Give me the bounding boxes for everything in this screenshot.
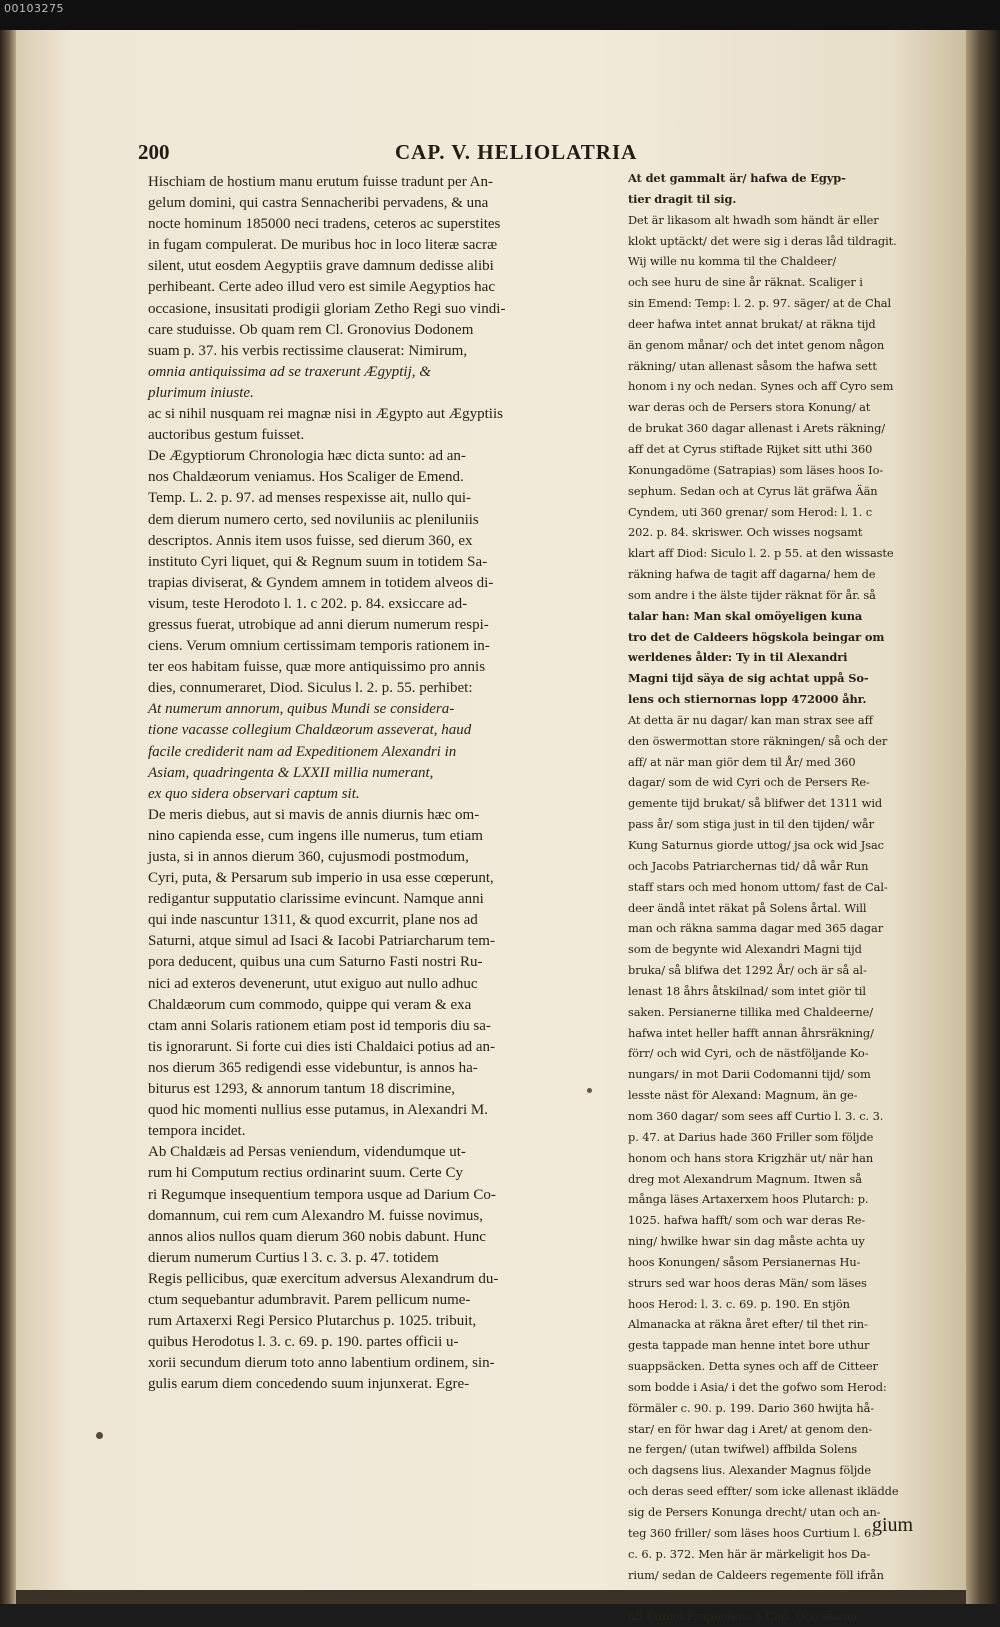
latin-text-line: perhibeant. Certe adeo illud vero est simile Aegyptios hac: [148, 279, 495, 296]
swedish-text-line: lesste näst för Alexand: Magnum, än ge-: [628, 1088, 858, 1103]
latin-text-line: plurimum iniuste.: [148, 384, 254, 401]
swedish-text-line: man och räkna samma dagar med 365 dagar: [628, 921, 884, 936]
swedish-text-line: lenast 18 åhrs åtskilnad/ som intet giör til: [628, 983, 866, 998]
latin-text-line: gulis earum diem concedendo suum injunxerat. Egre-: [148, 1376, 470, 1393]
latin-text-line: omnia antiquissima ad se traxerunt Ægyptij, &: [148, 363, 431, 380]
latin-text-line: nino capienda esse, cum ingens ille numerus, tum etiam: [148, 827, 483, 844]
swedish-text-line: gemente tijd brukat/ så blifwer det 1311 wid: [628, 796, 883, 811]
latin-text-line: silent, utut eosdem Aegyptiis grave damnum dedisse alibi: [148, 258, 494, 275]
latin-text-line: annos alios nullos quam dierum 360 nobis dabunt. Hunc: [148, 1228, 486, 1245]
swedish-text-line: At det gammalt är/ hafwa de Egyp-: [628, 171, 846, 185]
latin-text-line: redigantur supputatio clarissime evincunt. Namque anni: [148, 891, 484, 908]
swedish-text-line: och dagsens lius. Alexander Magnus följde: [628, 1463, 871, 1478]
latin-text-line: gelum domini, qui castra Sennacheribi pervadens, & una: [148, 195, 489, 212]
swedish-text-line: At detta är nu dagar/ kan man strax see aff: [628, 712, 873, 727]
swedish-text-line: ne fergen/ (utan twifwel) affbilda Solens: [628, 1442, 858, 1457]
swedish-text-line: Cyndem, uti 360 grenar/ som Herod: l. 1. c: [628, 504, 873, 519]
swedish-text-line: som de begynte wid Alexandri Magni tijd: [628, 942, 862, 957]
latin-text-line: ri Regumque insequentium tempora usque ad Darium Co-: [148, 1186, 496, 1203]
swedish-text-line: Wij wille nu komma til the Chaldeer/: [628, 254, 837, 269]
latin-text-line: De Ægyptiorum Chronologia hæc dicta sunto: ad an-: [148, 448, 466, 465]
latin-text-line: tis ignorarunt. Si forte cui dies isti Chaldaici potius ad an-: [148, 1038, 496, 1055]
latin-column: [148, 172, 613, 1395]
swedish-text-line: aff det at Cyrus stiftade Rijket sitt uthi 360: [628, 441, 873, 456]
page-number: 200: [138, 140, 170, 164]
latin-text-line: Chaldæorum cum commodo, quippe qui veram & exa: [148, 996, 472, 1013]
swedish-text-line: sin Emend: Temp: l. 2. p. 97. säger/ at de Chal: [628, 296, 892, 311]
latin-text-line: nos Chaldæorum veniamus. Hos Scaliger de Emend.: [148, 469, 464, 486]
latin-text-line: dem dierum numero certo, sed noviluniis ac pleniluniis: [148, 511, 479, 528]
swedish-text-line: förmäler c. 90. p. 199. Dario 360 hwijta hå-: [628, 1400, 875, 1415]
latin-text-line: instituto Cyri liquet, qui & Regnum suum in totidem Sa-: [148, 553, 488, 570]
ink-spot: [96, 1432, 103, 1439]
latin-text-line: pora deducent, quibus una cum Saturno Fasti nostri Ru-: [148, 954, 483, 971]
swedish-text-line: nungars/ in mot Darii Codomanni tijd/ som: [628, 1067, 871, 1082]
swedish-text-line: saken. Persianerne tillika med Chaldeerne/: [628, 1004, 874, 1019]
swedish-text-line: honom i ny och nedan. Synes och aff Cyro sem: [628, 379, 894, 394]
swedish-text-line: och Jacobs Patriarchernas tid/ då wår Run: [628, 858, 869, 873]
latin-text-line: Hischiam de hostium manu erutum fuisse tradunt per An-: [148, 174, 493, 190]
latin-text-line: Asiam, quadringenta & LXXII millia numerant,: [148, 764, 434, 781]
swedish-text-line: gesta tappade man henne intet bore uthur: [628, 1338, 870, 1353]
latin-text-line: rum hi Computum rectius ordinarint suum. Certe Cy: [148, 1165, 463, 1182]
swedish-text-line: tier dragit til sig.: [628, 191, 737, 206]
swedish-text-line: war deras och de Persers stora Konung/ at: [628, 400, 871, 415]
latin-text-line: Ab Chaldæis ad Persas veniendum, videndumque ut-: [148, 1144, 466, 1161]
scan-top-strip: [0, 0, 1000, 30]
swedish-text-line: staff stars och med honom uttom/ fast de Cal-: [628, 879, 888, 894]
swedish-text-line: ning/ hwilke hwar sin dag måste achta uy: [628, 1234, 865, 1249]
swedish-text-line: aff Daniel Prophetens 5 Cap. Och såsom: [628, 1609, 858, 1624]
swedish-text-line: hoos Konungen/ såsom Persianernas Hu-: [628, 1254, 861, 1269]
swedish-text-line: Det är likasom alt hwadh som händt är eller: [628, 212, 879, 227]
swedish-text-line: talar han: Man skal omöyeligen kuna: [628, 608, 863, 623]
latin-text-line: biturus est 1293, & annorum tantum 18 discrimine,: [148, 1081, 456, 1098]
swedish-text-line: Kung Saturnus giorde uttog/ jsa ock wid Jsac: [628, 838, 884, 852]
latin-text-line: domannum, cui rem cum Alexandro M. fuisse novimus,: [148, 1207, 483, 1224]
latin-text-line: Saturni, atque simul ad Isaci & Iacobi Patriarcharum tem-: [148, 933, 495, 950]
swedish-text-line: räkning hafwa de tagit aff dagarna/ hem de: [628, 567, 876, 582]
latin-text-line: xorii secundum dierum toto anno labentium ordinem, sin-: [148, 1355, 495, 1372]
swedish-text-line: tro det de Caldeers högskola beingar om: [628, 629, 885, 644]
swedish-text-line: dagar/ som de wid Cyri och de Persers Re-: [628, 775, 870, 790]
latin-text-line: nici ad exteros devenerunt, utut exiguo aut nullo adhuc: [148, 975, 478, 992]
latin-text-line: gressus fuerat, utrobique ad anni dierum numerum respi-: [148, 616, 489, 633]
latin-text-line: dierum numerum Curtius l 3. c. 3. p. 47. totidem: [148, 1249, 439, 1266]
latin-text-line: care studuisse. Ob quam rem Cl. Gronovius Dodonem: [148, 321, 474, 338]
latin-text-line: justa, si in annos dierum 360, cujusmodi postmodum,: [148, 849, 469, 865]
latin-text-line: descriptos. Annis item usos fuisse, sed dierum 360, ex: [148, 532, 473, 549]
swedish-text-line: nom 360 dagar/ som sees aff Curtio l. 3. c. 3.: [628, 1108, 884, 1123]
latin-text-line: nos dierum 365 redigendi esse videbuntur, is annos ha-: [148, 1059, 478, 1076]
swedish-text-line: honom och hans stora Krigzhär ut/ när han: [628, 1150, 874, 1165]
latin-text-line: facile crediderit nam ad Expeditionem Alexandri in: [148, 743, 457, 760]
swedish-text-line: deer hafwa intet annat brukat/ at räkna tijd: [628, 316, 876, 331]
latin-text-line: occasione, insusitati prodigii gloriam Zetho Regi suo vindi-: [148, 300, 506, 317]
swedish-text-line: aff/ at när man giör dem til År/ med 360: [628, 754, 856, 769]
swedish-text-line: werldenes ålder: Ty in til Alexandri: [628, 650, 848, 665]
latin-text-line: ciens. Verum omnium certissimam temporis rationem in-: [148, 638, 490, 655]
latin-text-line: suam p. 37. his verbis rectissime clauserat: Nimirum,: [148, 342, 468, 359]
swedish-text-line: den öswermottan store räkningen/ så och der: [628, 733, 888, 748]
latin-text-line: auctoribus gestum fuisset.: [148, 427, 305, 444]
binding-left-edge: [0, 30, 16, 1604]
latin-text-line: quod hic momenti nullius esse putamus, in Alexandri M.: [148, 1102, 488, 1119]
swedish-text-line: 1025. hafwa hafft/ som och war deras Re-: [628, 1213, 866, 1228]
latin-text-line: Temp. L. 2. p. 97. ad menses respexisse ait, nullo qui-: [148, 490, 472, 507]
swedish-column: [628, 168, 918, 1627]
latin-text-line: tione vacasse collegium Chaldæorum asseverat, haud: [148, 722, 472, 739]
scan-id: 00103275: [4, 2, 64, 15]
swedish-text-line: de brukat 360 dagar allenast i Arets räkning/: [628, 421, 886, 436]
latin-text-line: ctum sequebantur adumbravit. Parem pellicum nume-: [148, 1291, 471, 1308]
swedish-text-line: strurs sed war hoos deras Män/ som läses: [628, 1275, 867, 1290]
latin-text-line: Cyri, puta, & Persarum sub imperio in usa esse cœperunt,: [148, 870, 494, 887]
swedish-text-line: lens och stiernornas lopp 472000 åhr.: [628, 692, 867, 707]
swedish-text-line: deer ändå intet räkat på Solens årtal. Will: [628, 900, 867, 915]
swedish-text-line: än genom månar/ och det intet genom någon: [628, 337, 885, 352]
latin-text-line: quibus Herodotus l. 3. c. 69. p. 190. partes officii u-: [148, 1334, 459, 1351]
swedish-text-line: sig de Persers Konunga drecht/ utan och an-: [628, 1505, 881, 1519]
latin-text-line: ac si nihil nusquam rei magnæ nisi in Ægypto aut Ægyptiis: [148, 406, 503, 423]
swedish-text-line: Almanacka at räkna året efter/ til thet rin-: [628, 1317, 868, 1332]
latin-text-line: ex quo sidera observari captum sit.: [148, 785, 360, 802]
swedish-text-line: Magni tijd säya de sig achtat uppå So-: [628, 671, 869, 686]
swedish-text-line: Konungadöme (Satrapias) som läses hoos Io-: [628, 462, 884, 477]
latin-text-line: dies, connumeraret, Diod. Siculus l. 2. p. 55. perhibet:: [148, 680, 473, 697]
swedish-text-line: klokt uptäckt/ det were sig i deras låd tildragit.: [628, 233, 897, 248]
running-title: CAP. V. HELIOLATRIA: [395, 140, 638, 164]
catchword: gium: [872, 1514, 914, 1536]
page-right-edge: [966, 30, 1000, 1604]
swedish-text-line: suappsäcken. Detta synes och aff de Citteer: [628, 1359, 878, 1374]
swedish-text-line: många läses Artaxerxem hoos Plutarch: p.: [628, 1192, 869, 1207]
swedish-text-line: och deras seed effter/ som icke allenast iklädde: [628, 1484, 899, 1499]
swedish-text-line: som bodde i Asia/ i det the gofwo som Herod:: [628, 1379, 887, 1394]
swedish-text-line: pass år/ som stiga just in til den tijden/ wår: [628, 817, 874, 832]
swedish-text-line: rium/ sedan de Caldeers regemente föll ifrån: [628, 1567, 884, 1582]
latin-text-line: ter eos habitam fuisse, quæ more antiquissimo pro annis: [148, 659, 486, 676]
ink-spot: [587, 1088, 592, 1093]
latin-text-line: trapias diviserat, & Gyndem amnem in totidem alveos di-: [148, 574, 494, 591]
swedish-text-line: bruka/ så blifwa det 1292 År/ och är så al-: [628, 963, 867, 978]
swedish-text-line: 202. p. 84. skriswer. Och wisses nogsamt: [628, 525, 863, 540]
swedish-text-line: som andre i the älste tijder räknat för år. så: [628, 587, 876, 602]
swedish-text-line: räkning/ utan allenast såsom the hafwa sett: [628, 358, 877, 373]
latin-text-line: nocte hominum 185000 neci tradens, ceteros ac superstites: [148, 216, 501, 233]
swedish-text-line: teg 360 friller/ som läses hoos Curtium l. 6.: [628, 1525, 875, 1540]
swedish-text-line: star/ en för hwar dag i Aret/ at genom den-: [628, 1421, 873, 1436]
swedish-text-line: hafwa intet heller hafft annan åhrsräkning/: [628, 1025, 874, 1040]
swedish-text-line: p. 47. at Darius hade 360 Friller som följde: [628, 1129, 874, 1144]
swedish-text-line: förr/ och wid Cyri, och de nästföljande Ko-: [628, 1046, 869, 1061]
swedish-text-line: c. 6. p. 372. Men här är märkeligit hos Da-: [628, 1546, 871, 1561]
swedish-text-line: dreg mot Alexandrum Magnum. Itwen så: [628, 1171, 862, 1186]
latin-text-line: rum Artaxerxi Regi Persico Plutarchus p. 1025. tribuit,: [148, 1313, 477, 1330]
latin-text-line: At numerum annorum, quibus Mundi se considera-: [148, 701, 455, 718]
latin-text-line: ctam anni Solaris rationem etiam post id temporis diu sa-: [148, 1017, 491, 1034]
swedish-text-line: klart aff Diod: Siculo l. 2. p 55. at den wissaste: [628, 546, 894, 561]
swedish-text-line: sephum. Sedan och at Cyrus lät gräfwa Ään: [628, 483, 878, 498]
latin-text-line: De meris diebus, aut si mavis de annis diurnis hæc om-: [148, 806, 480, 823]
latin-text-line: qui inde nascuntur 1311, & quod excurrit, plane nos ad: [148, 912, 478, 929]
page-bottom-edge: [16, 1590, 966, 1604]
latin-text-line: in fugam compulerat. De muribus hoc in loco literæ sacræ: [148, 237, 498, 254]
swedish-text-line: och see huru de sine år räknat. Scaliger i: [628, 275, 863, 290]
latin-text-line: Regis pellicibus, quæ exercitum adversus Alexandrum du-: [148, 1270, 499, 1287]
latin-text-line: visum, teste Herodoto l. 1. c 202. p. 84. exsiccare ad-: [148, 595, 468, 612]
swedish-text-line: hoos Herod: l. 3. c. 69. p. 190. En stjön: [628, 1296, 850, 1311]
latin-text-line: tempora incidet.: [148, 1123, 246, 1140]
